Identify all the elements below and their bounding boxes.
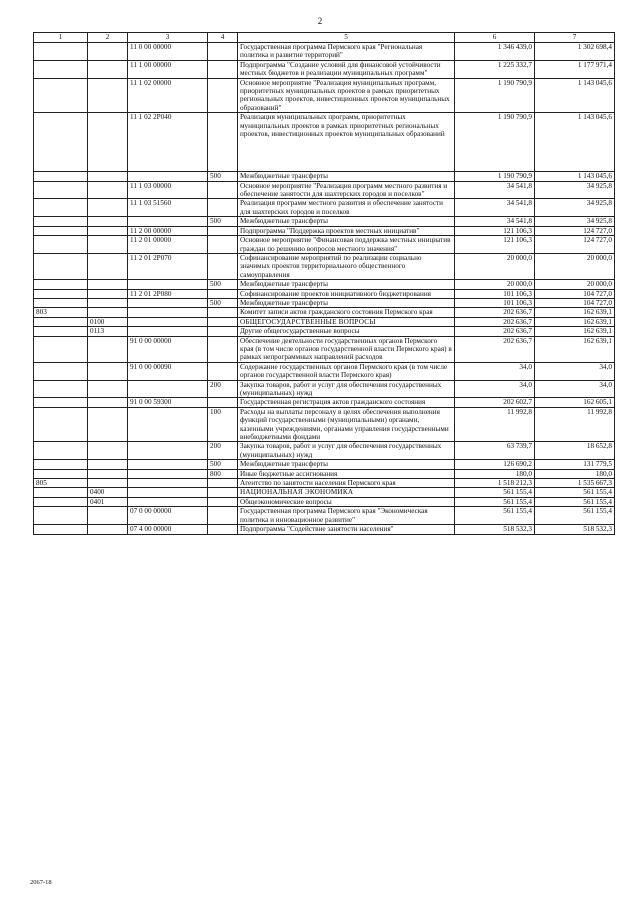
cell-section-code [88, 298, 128, 307]
cell-expense-type [208, 479, 238, 488]
cell-amount-year-1: 202 636,7 [455, 308, 535, 317]
cell-amount-year-1: 561 155,4 [455, 507, 535, 525]
cell-amount-year-2: 34,0 [535, 380, 615, 398]
cell-section-code [88, 113, 128, 172]
cell-target-code [128, 308, 208, 317]
cell-target-code: 11 0 00 00000 [128, 43, 208, 61]
cell-admin-code [34, 507, 88, 525]
cell-amount-year-2: 1 143 045,6 [535, 78, 615, 113]
cell-admin-code [34, 317, 88, 326]
cell-amount-year-2: 104 727,0 [535, 298, 615, 307]
table-row [34, 78, 615, 113]
cell-section-code [88, 226, 128, 235]
table-row [34, 488, 615, 497]
cell-admin-code [34, 469, 88, 478]
cell-section-code [88, 280, 128, 289]
cell-target-code: 11 2 01 2Р070 [128, 253, 208, 279]
cell-amount-year-2: 162 639,1 [535, 327, 615, 336]
cell-admin-code [34, 497, 88, 506]
cell-description: Межбюджетные трансферты [238, 460, 455, 469]
cell-admin-code [34, 362, 88, 380]
cell-target-code [128, 280, 208, 289]
cell-admin-code [34, 181, 88, 199]
table-row [34, 308, 615, 317]
cell-admin-code [34, 60, 88, 78]
table-row [34, 298, 615, 307]
cell-description: Межбюджетные трансферты [238, 172, 455, 181]
cell-target-code: 07 0 00 00000 [128, 507, 208, 525]
cell-amount-year-1: 34 541,8 [455, 181, 535, 199]
cell-description: Софинансирование мероприятий по реализации социально значимых проектов территориального общественного самоуправления [238, 253, 455, 279]
cell-target-code [128, 217, 208, 226]
cell-target-code: 11 1 00 00000 [128, 60, 208, 78]
cell-amount-year-2: 34 925,8 [535, 199, 615, 217]
header-col-4: 4 [208, 33, 238, 43]
cell-description: Софинансирование проектов инициативного бюджетирования [238, 289, 455, 298]
cell-target-code: 91 0 00 59300 [128, 398, 208, 407]
cell-expense-type [208, 317, 238, 326]
cell-expense-type [208, 60, 238, 78]
cell-expense-type: 100 [208, 407, 238, 442]
cell-expense-type [208, 362, 238, 380]
cell-expense-type [208, 226, 238, 235]
cell-expense-type [208, 199, 238, 217]
cell-amount-year-2: 1 177 971,4 [535, 60, 615, 78]
cell-description: Обеспечение деятельности государственных органов Пермского края (в том числе органов государственной власти Пермского края) в рамках непрограммных направлений расходов [238, 336, 455, 362]
cell-description: ОБЩЕГОСУДАРСТВЕННЫЕ ВОПРОСЫ [238, 317, 455, 326]
cell-target-code [128, 327, 208, 336]
cell-amount-year-1: 1 518 212,3 [455, 479, 535, 488]
table-row [34, 181, 615, 199]
table-row [34, 507, 615, 525]
cell-section-code [88, 460, 128, 469]
table-row [34, 60, 615, 78]
table-row [34, 113, 615, 172]
cell-amount-year-2: 561 155,4 [535, 507, 615, 525]
cell-section-code [88, 43, 128, 61]
cell-description: Основное мероприятие "Финансовая поддержка местных инициатив граждан по решению вопросов местного значения" [238, 236, 455, 254]
table-header-row [34, 33, 615, 43]
cell-admin-code [34, 460, 88, 469]
cell-admin-code [34, 236, 88, 254]
cell-target-code: 11 1 02 2Р040 [128, 113, 208, 172]
cell-section-code [88, 525, 128, 534]
cell-amount-year-1: 1 346 439,0 [455, 43, 535, 61]
cell-expense-type [208, 181, 238, 199]
cell-description: Межбюджетные трансферты [238, 217, 455, 226]
cell-description: Основное мероприятие "Реализация муниципальных программ, приоритетных муниципальных проектов в рамках приоритетных региональных проектов, инвестиционных проектов муниципальных образований" [238, 78, 455, 113]
cell-expense-type: 200 [208, 380, 238, 398]
cell-target-code [128, 479, 208, 488]
table-row [34, 317, 615, 326]
cell-amount-year-1: 1 190 790,9 [455, 78, 535, 113]
cell-amount-year-1: 34 541,8 [455, 199, 535, 217]
cell-expense-type [208, 308, 238, 317]
cell-expense-type [208, 398, 238, 407]
cell-amount-year-1: 202 636,7 [455, 327, 535, 336]
table-body [34, 43, 615, 535]
table-row [34, 362, 615, 380]
cell-admin-code [34, 380, 88, 398]
cell-section-code [88, 442, 128, 460]
cell-description: Государственная программа Пермского края "Экономическая политика и инновационное развитие" [238, 507, 455, 525]
cell-amount-year-2: 124 727,0 [535, 226, 615, 235]
table-row [34, 226, 615, 235]
cell-description: Расходы на выплаты персоналу в целях обеспечения выполнения функций государственными (муниципальными) органами, казенными учреждениями, органами управления государственными внебюджетными фондами [238, 407, 455, 442]
budget-table [33, 32, 615, 535]
header-col-6: 6 [455, 33, 535, 43]
cell-expense-type [208, 78, 238, 113]
cell-description: Подпрограмма "Создание условий для финансовой устойчивости местных бюджетов и реализации муниципальных программ" [238, 60, 455, 78]
cell-target-code [128, 317, 208, 326]
cell-section-code: 0400 [88, 488, 128, 497]
cell-description: Основное мероприятие "Реализация программ местного развития и обеспечение занятости для шахтерских городов и поселков" [238, 181, 455, 199]
table-row [34, 172, 615, 181]
cell-amount-year-1: 34,0 [455, 362, 535, 380]
cell-amount-year-2: 11 992,8 [535, 407, 615, 442]
cell-amount-year-1: 202 602,7 [455, 398, 535, 407]
cell-amount-year-1: 202 636,7 [455, 336, 535, 362]
cell-expense-type [208, 507, 238, 525]
cell-description: Содержание государственных органов Пермского края (в том числе органов государственной власти Пермского края) [238, 362, 455, 380]
table-row [34, 327, 615, 336]
cell-amount-year-2: 34 925,8 [535, 181, 615, 199]
cell-expense-type [208, 113, 238, 172]
cell-admin-code [34, 78, 88, 113]
cell-admin-code [34, 398, 88, 407]
cell-amount-year-2: 34 925,8 [535, 217, 615, 226]
table-row [34, 336, 615, 362]
cell-amount-year-2: 1 535 667,3 [535, 479, 615, 488]
table-row [34, 525, 615, 534]
cell-admin-code [34, 199, 88, 217]
cell-section-code [88, 236, 128, 254]
cell-target-code: 91 0 00 00090 [128, 362, 208, 380]
table-row [34, 479, 615, 488]
cell-description: Реализация муниципальных программ, приоритетных муниципальных проектов в рамках приоритетных региональных проектов, инвестиционных проектов муниципальных образований [238, 113, 455, 172]
cell-target-code [128, 298, 208, 307]
cell-section-code [88, 253, 128, 279]
cell-expense-type: 500 [208, 172, 238, 181]
cell-section-code [88, 60, 128, 78]
table-row [34, 217, 615, 226]
cell-amount-year-2: 1 143 045,6 [535, 113, 615, 172]
cell-amount-year-2: 180,0 [535, 469, 615, 478]
cell-amount-year-1: 11 992,8 [455, 407, 535, 442]
cell-target-code [128, 497, 208, 506]
cell-target-code: 91 0 00 00000 [128, 336, 208, 362]
header-col-2: 2 [88, 33, 128, 43]
document-code: 2067-18 [30, 879, 52, 886]
cell-amount-year-2: 34,0 [535, 362, 615, 380]
table-row [34, 407, 615, 442]
cell-admin-code [34, 226, 88, 235]
cell-amount-year-1: 180,0 [455, 469, 535, 478]
cell-description: Закупка товаров, работ и услуг для обеспечения государственных (муниципальных) нужд [238, 442, 455, 460]
cell-amount-year-1: 202 636,7 [455, 317, 535, 326]
cell-amount-year-2: 18 652,8 [535, 442, 615, 460]
cell-admin-code [34, 298, 88, 307]
cell-section-code [88, 362, 128, 380]
cell-amount-year-1: 1 190 790,9 [455, 172, 535, 181]
cell-admin-code [34, 488, 88, 497]
cell-amount-year-1: 518 532,3 [455, 525, 535, 534]
page-number: 2 [317, 16, 323, 26]
cell-section-code [88, 336, 128, 362]
cell-amount-year-1: 561 155,4 [455, 497, 535, 506]
cell-section-code [88, 507, 128, 525]
cell-target-code: 11 2 01 00000 [128, 236, 208, 254]
cell-amount-year-1: 101 106,3 [455, 298, 535, 307]
cell-admin-code [34, 289, 88, 298]
cell-admin-code [34, 280, 88, 289]
cell-amount-year-1: 20 000,0 [455, 280, 535, 289]
cell-expense-type: 500 [208, 280, 238, 289]
header-col-3: 3 [128, 33, 208, 43]
cell-expense-type [208, 488, 238, 497]
cell-admin-code: 803 [34, 308, 88, 317]
cell-section-code [88, 289, 128, 298]
cell-description: Иные бюджетные ассигнования [238, 469, 455, 478]
cell-expense-type [208, 327, 238, 336]
cell-expense-type [208, 236, 238, 254]
cell-section-code [88, 181, 128, 199]
cell-amount-year-1: 63 739,7 [455, 442, 535, 460]
cell-section-code [88, 308, 128, 317]
cell-section-code [88, 172, 128, 181]
cell-target-code: 11 1 03 51560 [128, 199, 208, 217]
cell-section-code [88, 78, 128, 113]
cell-description: Межбюджетные трансферты [238, 298, 455, 307]
cell-amount-year-2: 518 532,3 [535, 525, 615, 534]
cell-section-code: 0100 [88, 317, 128, 326]
cell-target-code [128, 469, 208, 478]
cell-amount-year-2: 20 000,0 [535, 253, 615, 279]
cell-description: Комитет записи актов гражданского состояния Пермского края [238, 308, 455, 317]
cell-amount-year-2: 162 605,1 [535, 398, 615, 407]
cell-target-code [128, 172, 208, 181]
cell-target-code: 11 2 01 2Р080 [128, 289, 208, 298]
cell-admin-code [34, 327, 88, 336]
table-row [34, 469, 615, 478]
header-col-7: 7 [535, 33, 615, 43]
cell-expense-type [208, 497, 238, 506]
cell-section-code: 0113 [88, 327, 128, 336]
cell-amount-year-2: 104 727,0 [535, 289, 615, 298]
cell-section-code [88, 380, 128, 398]
cell-amount-year-2: 1 302 698,4 [535, 43, 615, 61]
cell-amount-year-1: 34 541,8 [455, 217, 535, 226]
cell-expense-type: 800 [208, 469, 238, 478]
cell-target-code [128, 407, 208, 442]
cell-admin-code: 805 [34, 479, 88, 488]
cell-amount-year-2: 162 639,1 [535, 317, 615, 326]
cell-amount-year-2: 124 727,0 [535, 236, 615, 254]
table-row [34, 398, 615, 407]
cell-target-code: 11 1 02 00000 [128, 78, 208, 113]
cell-description: Закупка товаров, работ и услуг для обеспечения государственных (муниципальных) нужд [238, 380, 455, 398]
cell-admin-code [34, 113, 88, 172]
cell-expense-type [208, 253, 238, 279]
cell-description: Подпрограмма "Поддержка проектов местных инициатив" [238, 226, 455, 235]
cell-admin-code [34, 336, 88, 362]
cell-amount-year-2: 162 639,1 [535, 336, 615, 362]
header-col-1: 1 [34, 33, 88, 43]
cell-description: Другие общегосударственные вопросы [238, 327, 455, 336]
cell-admin-code [34, 407, 88, 442]
cell-amount-year-1: 20 000,0 [455, 253, 535, 279]
cell-expense-type: 500 [208, 460, 238, 469]
cell-amount-year-2: 131 779,5 [535, 460, 615, 469]
table-row [34, 497, 615, 506]
cell-expense-type [208, 336, 238, 362]
table-row [34, 280, 615, 289]
cell-expense-type [208, 525, 238, 534]
cell-section-code: 0401 [88, 497, 128, 506]
cell-description: НАЦИОНАЛЬНАЯ ЭКОНОМИКА [238, 488, 455, 497]
cell-amount-year-1: 1 225 332,7 [455, 60, 535, 78]
cell-admin-code [34, 442, 88, 460]
cell-description: Государственная программа Пермского края "Региональная политика и развитие территорий" [238, 43, 455, 61]
table-row [34, 442, 615, 460]
cell-admin-code [34, 253, 88, 279]
cell-section-code [88, 199, 128, 217]
cell-amount-year-2: 162 639,1 [535, 308, 615, 317]
cell-target-code [128, 380, 208, 398]
cell-amount-year-2: 561 155,4 [535, 497, 615, 506]
table-row [34, 460, 615, 469]
cell-amount-year-1: 121 106,3 [455, 236, 535, 254]
cell-target-code [128, 442, 208, 460]
table-row [34, 43, 615, 61]
cell-amount-year-1: 561 155,4 [455, 488, 535, 497]
cell-description: Государственная регистрация актов гражданского состояния [238, 398, 455, 407]
cell-section-code [88, 479, 128, 488]
cell-expense-type: 200 [208, 442, 238, 460]
cell-amount-year-1: 34,0 [455, 380, 535, 398]
cell-amount-year-1: 101 106,3 [455, 289, 535, 298]
cell-target-code: 07 4 00 00000 [128, 525, 208, 534]
cell-section-code [88, 407, 128, 442]
cell-section-code [88, 398, 128, 407]
cell-target-code: 11 1 03 00000 [128, 181, 208, 199]
cell-target-code: 11 2 00 00000 [128, 226, 208, 235]
table-row [34, 253, 615, 279]
table-row [34, 199, 615, 217]
cell-expense-type [208, 289, 238, 298]
header-col-5: 5 [238, 33, 455, 43]
cell-amount-year-1: 121 106,3 [455, 226, 535, 235]
cell-description: Подпрограмма "Содействие занятости населения" [238, 525, 455, 534]
cell-expense-type: 500 [208, 298, 238, 307]
cell-admin-code [34, 217, 88, 226]
cell-admin-code [34, 43, 88, 61]
table-row [34, 236, 615, 254]
cell-expense-type [208, 43, 238, 61]
cell-admin-code [34, 525, 88, 534]
table-row [34, 289, 615, 298]
cell-amount-year-1: 1 190 790,9 [455, 113, 535, 172]
cell-description: Реализация программ местного развития и обеспечение занятости для шахтерских городов и поселков [238, 199, 455, 217]
cell-amount-year-2: 561 155,4 [535, 488, 615, 497]
cell-admin-code [34, 172, 88, 181]
cell-target-code [128, 460, 208, 469]
cell-description: Агентство по занятости населения Пермского края [238, 479, 455, 488]
cell-section-code [88, 469, 128, 478]
cell-description: Общеэкономические вопросы [238, 497, 455, 506]
table-row [34, 380, 615, 398]
cell-amount-year-1: 126 690,2 [455, 460, 535, 469]
cell-amount-year-2: 20 000,0 [535, 280, 615, 289]
cell-amount-year-2: 1 143 045,6 [535, 172, 615, 181]
cell-expense-type: 500 [208, 217, 238, 226]
cell-target-code [128, 488, 208, 497]
cell-section-code [88, 217, 128, 226]
cell-description: Межбюджетные трансферты [238, 280, 455, 289]
